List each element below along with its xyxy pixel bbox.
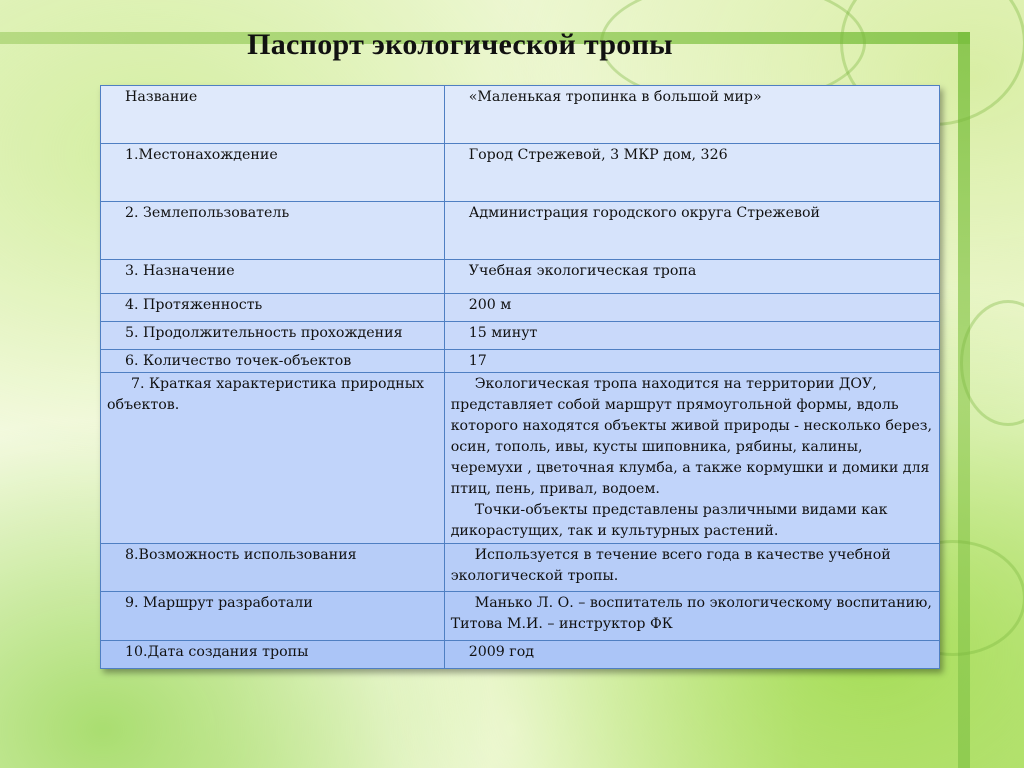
row-value: Учебная экологическая тропа [444, 260, 939, 294]
table-row [101, 350, 940, 373]
row-value: 17 [444, 350, 939, 373]
row-value [444, 373, 939, 544]
row-label: 3. Назначение [101, 260, 445, 294]
page-title: Паспорт экологической тропы [247, 28, 673, 61]
table-row [101, 641, 940, 669]
row-value-paragraph: Используется в течение всего года в качестве учебной экологической тропы. [450, 547, 891, 584]
row-label: 4. Протяженность [101, 294, 445, 322]
row-value [444, 592, 939, 641]
row-value: 200 м [444, 294, 939, 322]
row-label: Название [101, 86, 445, 144]
row-value: «Маленькая тропинка в большой мир» [444, 86, 939, 144]
row-label: 10.Дата создания тропы [101, 641, 445, 669]
row-value: Город Стрежевой, 3 МКР дом, 326 [444, 144, 939, 202]
row-label: 9. Маршрут разработали [101, 592, 445, 641]
row-value-paragraph: Экологическая тропа находится на территории ДОУ, представляет собой маршрут прямоугольной формы, вдоль которого находятся объекты живой природы - несколько берез, осин, тополь, ивы, кусты шиповника, рябины, калины, черемухи , цветочная клумба, а также кормушки и домики для птиц, пень, привал, водоем. [450, 376, 933, 497]
row-label: 2. Землепользователь [101, 202, 445, 260]
row-label: 1.Местонахождение [101, 144, 445, 202]
passport-table-container [100, 85, 940, 669]
table-row [101, 592, 940, 641]
table-row [101, 86, 940, 144]
row-value [444, 544, 939, 592]
row-value: 15 минут [444, 322, 939, 350]
table-row [101, 144, 940, 202]
table-row [101, 373, 940, 544]
row-value-paragraph: Точки-объекты представлены различными видами как дикорастущих, так и культурных растений. [450, 502, 888, 539]
row-label [101, 373, 445, 544]
table-row [101, 294, 940, 322]
row-value-paragraph: Манько Л. О. – воспитатель по экологическому воспитанию, Титова М.И. – инструктор ФК [450, 595, 932, 632]
row-label: 6. Количество точек-объектов [101, 350, 445, 373]
row-value: Администрация городского округа Стрежевой [444, 202, 939, 260]
row-label: 5. Продолжительность прохождения [101, 322, 445, 350]
row-label-text: 7. Краткая характеристика природных объектов. [107, 376, 425, 413]
passport-table [100, 85, 940, 669]
table-row [101, 544, 940, 592]
table-row [101, 322, 940, 350]
table-row [101, 202, 940, 260]
table-row [101, 260, 940, 294]
row-label: 8.Возможность использования [101, 544, 445, 592]
row-value: 2009 год [444, 641, 939, 669]
